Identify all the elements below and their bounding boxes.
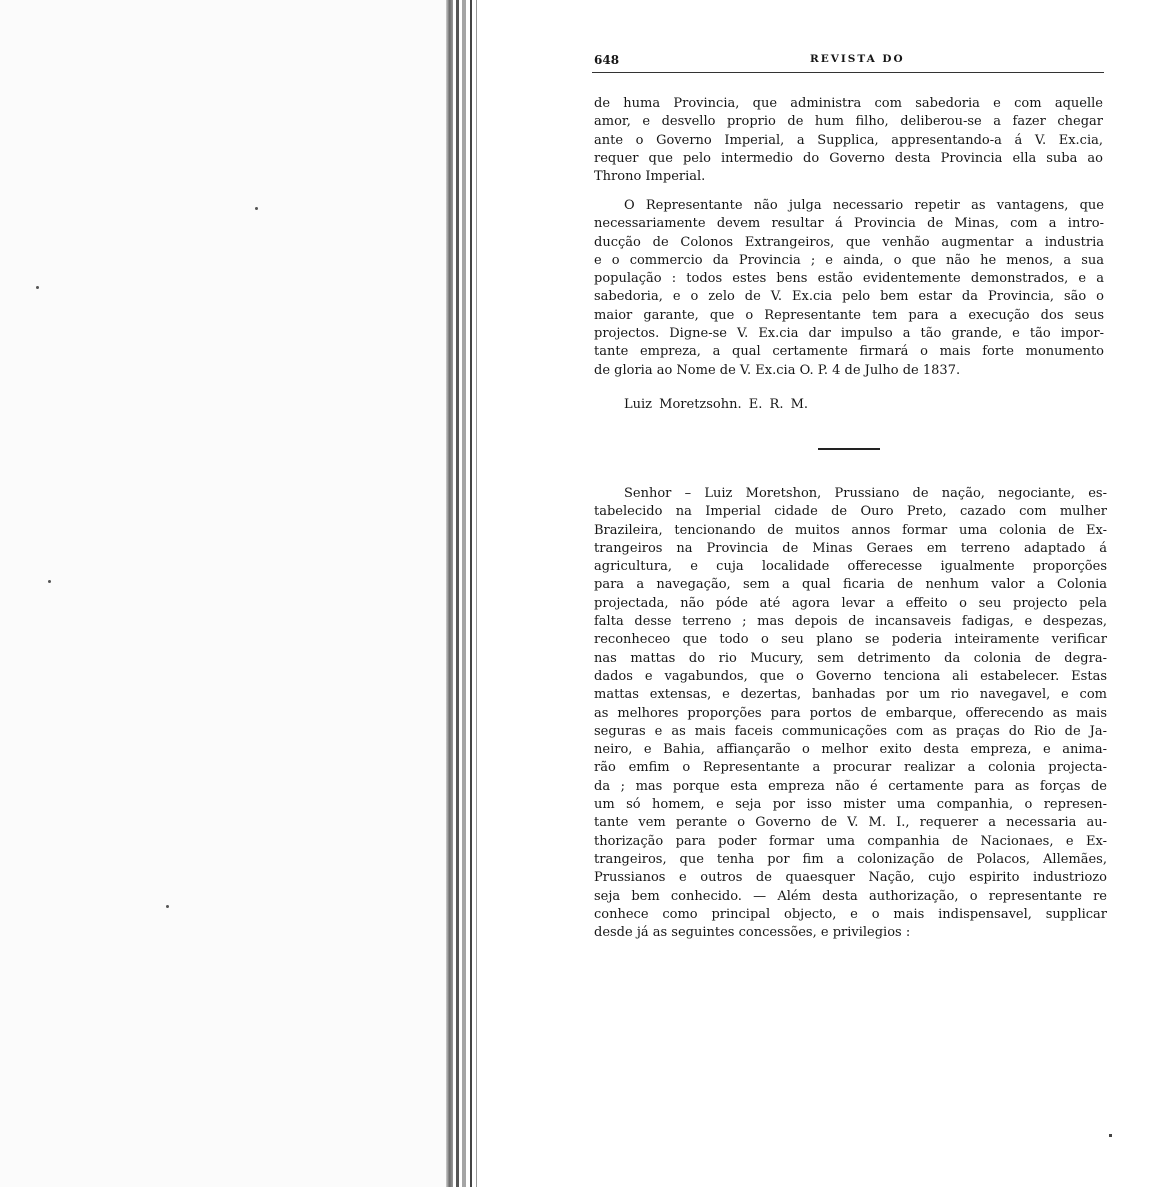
- text-line: maior garante, que o Representante tem para a execução dos seus: [594, 307, 1104, 323]
- text-line: ducção de Colonos Extrangeiros, que venhão augmentar a industria: [594, 234, 1104, 250]
- page-number: 648: [594, 53, 620, 67]
- paper-speck: [36, 286, 39, 289]
- text-line: Prussianos e outros de quaesquer Nação, cujo espirito industriozo: [594, 870, 1107, 886]
- text-line: mattas extensas, e dezertas, banhadas por um rio navegavel, e com: [594, 687, 1107, 703]
- text-line: amor, e desvello proprio de hum filho, deliberou-se a fazer chegar: [594, 114, 1103, 130]
- text-line: projectada, não póde até agora levar a effeito o seu projecto pela: [594, 595, 1107, 611]
- running-title: REVISTA DO: [810, 53, 905, 65]
- text-line: Throno Imperial.: [594, 169, 706, 185]
- book-spine-line: [456, 0, 459, 1187]
- text-line: tante vem perante o Governo de V. M. I., requerer a necessaria au-: [594, 815, 1107, 831]
- text-line: neiro, e Bahia, affiançarão o melhor exito desta empreza, e anima-: [594, 742, 1107, 758]
- text-line: da ; mas porque esta empreza não é certamente para as forças de: [594, 778, 1107, 794]
- text-line: para a navegação, sem a qual ficaria de nenhum valor a Colonia: [594, 577, 1107, 593]
- text-line: desde já as seguintes concessões, e privilegios :: [594, 925, 911, 941]
- text-line: seguras e as mais faceis communicações com as praças do Rio de Ja-: [594, 723, 1107, 739]
- text-line: thorização para poder formar uma companhia de Nacionaes, e Ex-: [594, 833, 1107, 849]
- text-line: trangeiros, que tenha por fim a colonização de Polacos, Allemães,: [594, 851, 1107, 867]
- text-line: população : todos estes bens estão evidentemente demonstrados, e a: [594, 271, 1104, 287]
- text-line: falta desse terreno ; mas depois de incansaveis fadigas, e despezas,: [594, 614, 1107, 630]
- paper-speck: [166, 905, 169, 908]
- text-line: conhece como principal objecto, e o mais indispensavel, supplicar: [594, 906, 1107, 922]
- text-line: rão emfim o Representante a procurar realizar a colonia projecta-: [594, 760, 1107, 776]
- text-line: de gloria ao Nome de V. Ex.cia O. P. 4 de Julho de 1837.: [594, 362, 961, 378]
- text-line: um só homem, e seja por isso mister uma companhia, o represen-: [594, 797, 1107, 813]
- text-line: sabedoria, e o zelo de V. Ex.cia pelo bem estar da Provincia, são o: [594, 289, 1104, 305]
- text-line: seja bem conhecido. — Além desta authorização, o representante re: [594, 888, 1107, 904]
- paragraph-3: [594, 486, 1107, 943]
- book-spine-line: [470, 0, 472, 1187]
- header-rule: [592, 72, 1104, 73]
- book-spine-shadow: [446, 0, 453, 1187]
- text-line: nas mattas do rio Mucury, sem detrimento da colonia de degra-: [594, 650, 1107, 666]
- text-line: Senhor – Luiz Moretshon, Prussiano de nação, negociante, es-: [624, 486, 1107, 501]
- text-line: reconheceo que todo o seu plano se poderia inteiramente verificar: [594, 632, 1107, 648]
- paragraph-2: [594, 198, 1104, 381]
- text-line: O Representante não julga necessario repetir as vantagens, que: [624, 198, 1104, 213]
- paper-speck: [1109, 1134, 1112, 1137]
- text-line: tabelecido na Imperial cidade de Ouro Preto, cazado com mulher: [594, 504, 1107, 520]
- text-line: ante o Governo Imperial, a Supplica, appresentando-a á V. Ex.cia,: [594, 132, 1103, 148]
- section-divider: [818, 448, 880, 450]
- book-spine-line: [462, 0, 466, 1187]
- paper-speck: [255, 207, 258, 210]
- paper-speck: [48, 580, 51, 583]
- text-line: dados e vagabundos, que o Governo tenciona ali estabelecer. Estas: [594, 668, 1107, 684]
- left-blank-page: [0, 0, 448, 1187]
- text-line: requer que pelo intermedio do Governo desta Provincia ella suba ao: [594, 150, 1103, 166]
- text-line: necessariamente devem resultar á Provincia de Minas, com a intro-: [594, 216, 1104, 232]
- text-line: projectos. Digne-se V. Ex.cia dar impulso a tão grande, e tão impor-: [594, 326, 1104, 342]
- page-header: [594, 53, 1104, 69]
- text-line: as melhores proporções para portos de embarque, offerecendo as mais: [594, 705, 1107, 721]
- text-line: Brazileira, tencionando de muitos annos formar uma colonia de Ex-: [594, 522, 1107, 538]
- signature: Luiz Moretzsohn. E. R. M.: [624, 397, 809, 412]
- text-line: tante empreza, a qual certamente firmará o mais forte monumento: [594, 344, 1104, 360]
- text-line: trangeiros na Provincia de Minas Geraes em terreno adaptado á: [594, 540, 1107, 556]
- text-line: agricultura, e cuja localidade offerecesse igualmente proporções: [594, 559, 1107, 575]
- book-spine-line: [476, 0, 477, 1187]
- paragraph-1: [594, 96, 1103, 187]
- text-line: de huma Provincia, que administra com sabedoria e com aquelle: [594, 96, 1103, 111]
- text-line: e o commercio da Provincia ; e ainda, o que não he menos, a sua: [594, 252, 1104, 268]
